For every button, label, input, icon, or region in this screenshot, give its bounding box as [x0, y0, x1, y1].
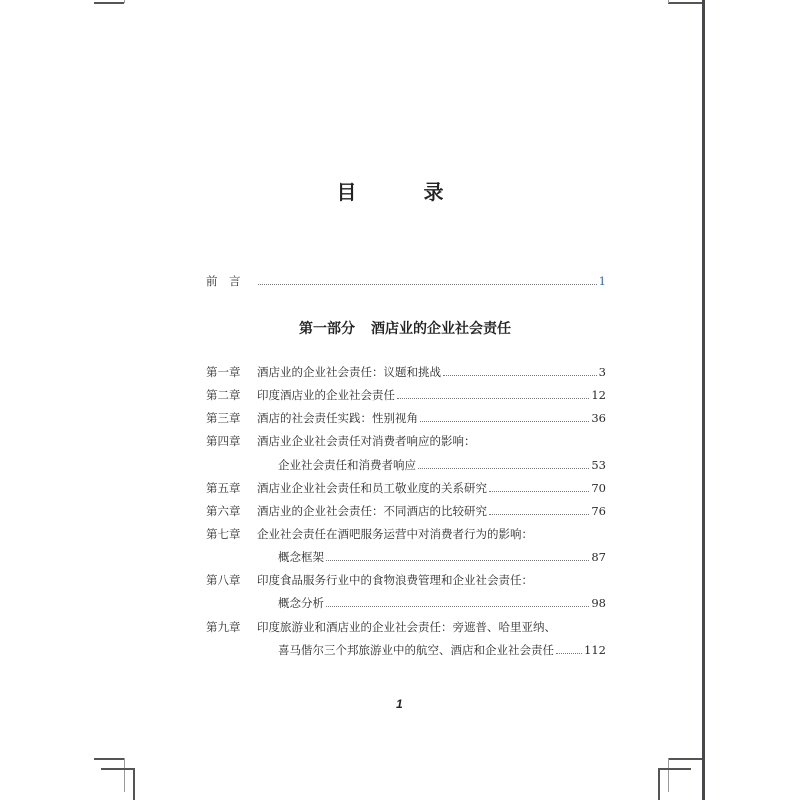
chapter-title: 酒店业的企业社会责任：不同酒店的比较研究	[257, 504, 487, 518]
chapter-label: 第九章	[206, 620, 241, 634]
toc-entry-chapter-1[interactable]	[206, 362, 606, 382]
toc-entry-chapter-9[interactable]	[206, 617, 606, 637]
toc-entry-chapter-4[interactable]	[206, 431, 606, 451]
dot-leader	[443, 363, 597, 376]
chapter-subtitle: 概念框架	[278, 550, 324, 564]
dot-leader	[418, 456, 589, 469]
dot-leader	[326, 594, 589, 607]
part-title: 酒店业的企业社会责任	[371, 321, 511, 337]
toc-title: 目 录	[336, 180, 474, 204]
chapter-label: 第八章	[206, 573, 241, 587]
chapter-title: 酒店业企业社会责任对消费者响应的影响：	[257, 434, 476, 448]
toc-entry-chapter-5[interactable]	[206, 478, 606, 498]
part-number: 第一部分	[299, 321, 355, 337]
toc-entry-chapter-9-subtitle[interactable]	[278, 640, 606, 660]
toc-page-number: 3	[598, 365, 606, 379]
crop-mark	[668, 758, 669, 792]
chapter-label: 第四章	[206, 434, 241, 448]
toc-page-number: 112	[584, 643, 606, 657]
toc-entry-chapter-2[interactable]	[206, 385, 606, 405]
toc-entry-chapter-8[interactable]	[206, 570, 606, 590]
toc-page-number: 1	[598, 274, 606, 288]
crop-mark	[101, 768, 134, 770]
toc-page-number: 87	[591, 550, 606, 564]
crop-mark	[658, 768, 691, 770]
dot-leader	[489, 479, 589, 492]
chapter-label: 第三章	[206, 411, 241, 425]
part-heading	[0, 318, 800, 338]
chapter-title: 酒店的社会责任实践：性别视角	[257, 411, 418, 425]
crop-mark	[94, 2, 124, 4]
toc-page-number: 12	[591, 388, 606, 402]
toc-entry-chapter-8-subtitle[interactable]	[278, 593, 606, 613]
dot-leader	[326, 548, 589, 561]
dot-leader	[420, 409, 589, 422]
toc-entry-preface[interactable]	[206, 271, 606, 291]
toc-page-number: 98	[591, 596, 606, 610]
toc-entry-label: 前 言	[206, 274, 241, 288]
chapter-subtitle: 概念分析	[278, 596, 324, 610]
chapter-title: 酒店业的企业社会责任：议题和挑战	[257, 365, 441, 379]
crop-mark	[124, 758, 125, 792]
toc-entry-chapter-3[interactable]	[206, 408, 606, 428]
toc-page-number: 76	[591, 504, 606, 518]
dot-leader	[258, 272, 597, 285]
chapter-label: 第七章	[206, 527, 241, 541]
chapter-title: 印度食品服务行业中的食物浪费管理和企业社会责任：	[257, 573, 533, 587]
toc-page-number: 53	[591, 458, 606, 472]
crop-mark	[668, 0, 669, 3]
toc-entry-chapter-7-subtitle[interactable]	[278, 547, 606, 567]
chapter-subtitle: 企业社会责任和消费者响应	[278, 458, 416, 472]
toc-page-number: 36	[591, 411, 606, 425]
toc-page-number: 70	[591, 481, 606, 495]
crop-mark	[668, 2, 702, 4]
toc-entry-chapter-6[interactable]	[206, 501, 606, 521]
crop-mark	[124, 0, 125, 3]
crop-mark	[658, 768, 660, 800]
chapter-label: 第五章	[206, 481, 241, 495]
chapter-title: 酒店业企业社会责任和员工敬业度的关系研究	[257, 481, 487, 495]
chapter-label: 第六章	[206, 504, 241, 518]
toc-entry-chapter-7[interactable]	[206, 524, 606, 544]
page-edge	[702, 0, 705, 800]
dot-leader	[489, 502, 589, 515]
chapter-title: 印度酒店业的企业社会责任	[257, 388, 395, 402]
chapter-title: 企业社会责任在酒吧服务运营中对消费者行为的影响：	[257, 527, 533, 541]
crop-mark	[94, 758, 124, 760]
chapter-title: 印度旅游业和酒店业的企业社会责任：旁遮普、哈里亚纳、	[257, 620, 556, 634]
toc-entry-chapter-4-subtitle[interactable]	[278, 455, 606, 475]
page-folio: 1	[396, 697, 403, 711]
dot-leader	[556, 641, 582, 654]
chapter-subtitle: 喜马偕尔三个邦旅游业中的航空、酒店和企业社会责任	[278, 643, 554, 657]
chapter-label: 第一章	[206, 365, 241, 379]
chapter-label: 第二章	[206, 388, 241, 402]
crop-mark	[668, 758, 702, 760]
dot-leader	[397, 386, 589, 399]
crop-mark	[133, 768, 135, 800]
